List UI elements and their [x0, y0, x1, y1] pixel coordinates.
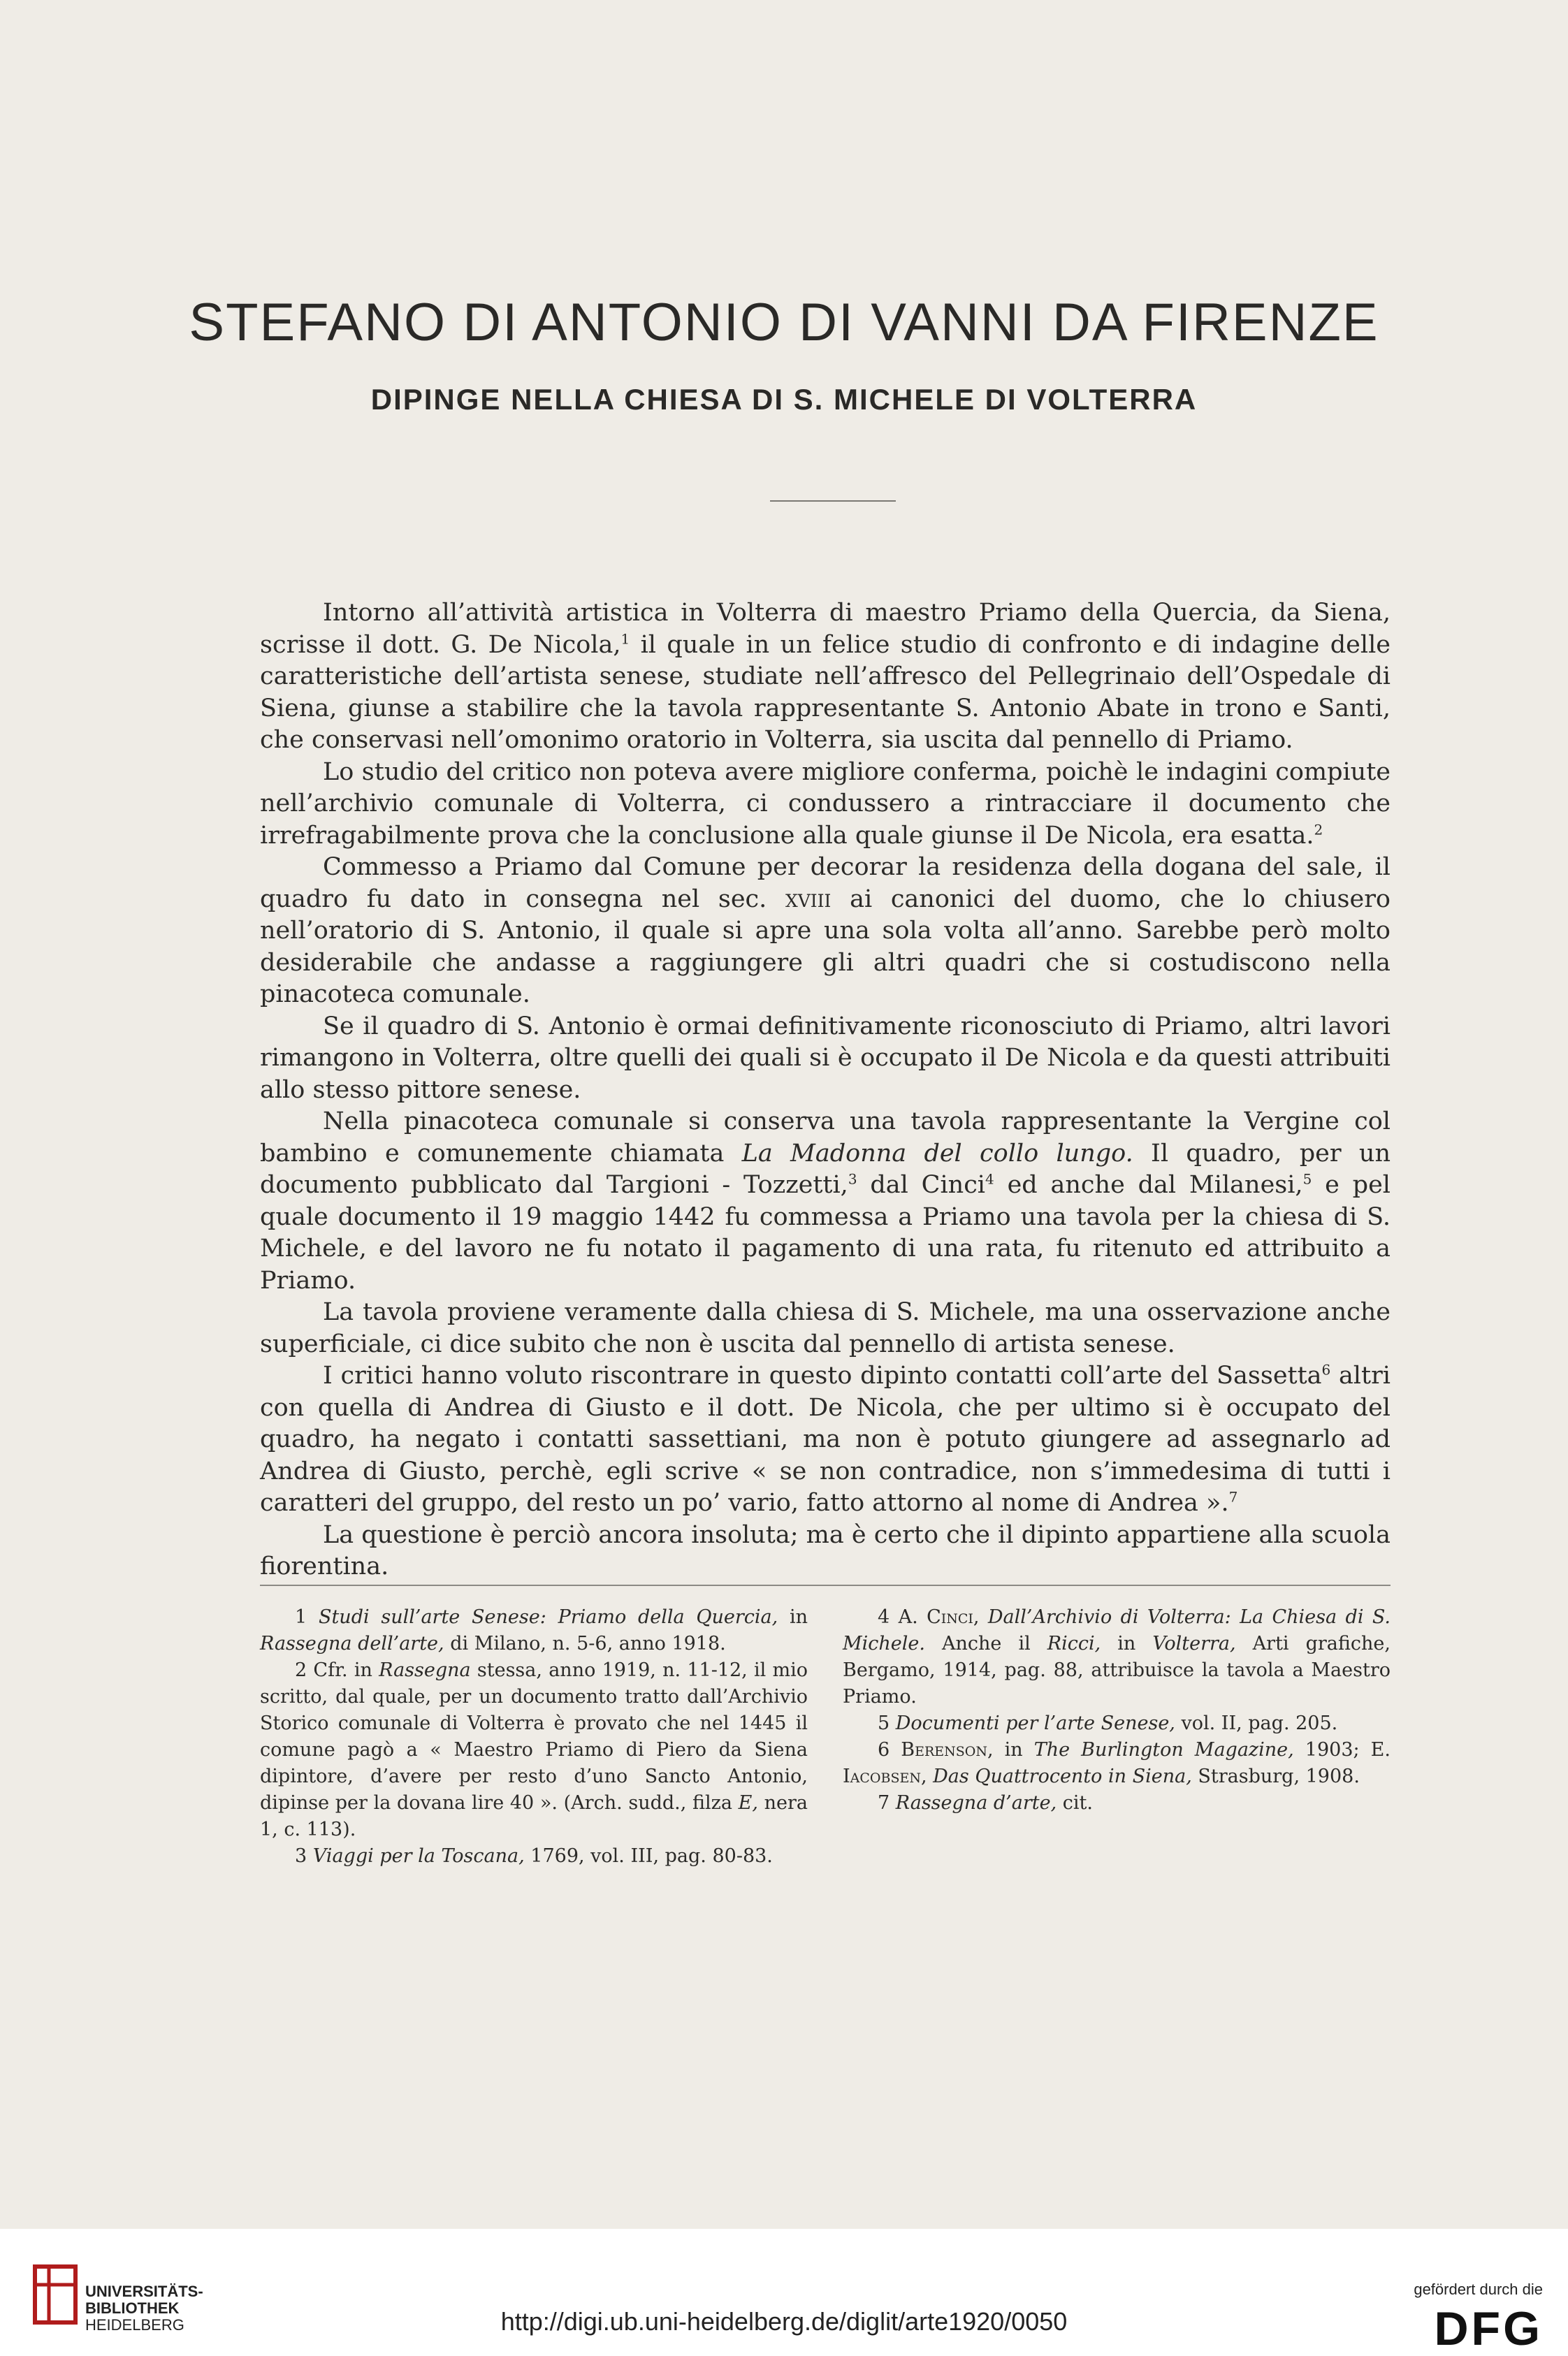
- paragraph-3: Commesso a Priamo dal Comune per decorar la residenza della dogana del sale, il quadro fu dato in consegna nel sec. xviii ai canonici del duomo, che lo chiusero nell’oratorio di S. Antonio, il quale si apre una sola volta all’anno. Sarebbe però molto desiderabile che andasse a raggiungere gli altri quadri che si costudiscono nella pinacoteca comunale.: [260, 853, 1391, 1008]
- footnote-ref-3: 3: [848, 1170, 857, 1188]
- footnotes-right-column: [843, 1604, 1391, 1817]
- century-numeral: xviii: [785, 885, 832, 913]
- paragraph-2: Lo studio del critico non poteva avere migliore conferma, poichè le indagini compiute nell’archivio comunale di Volterra, ci condussero a rintracciare il documento che irrefragabilmente prova che la conclusione alla quale giunse il De Nicola, era esatta.$^2$: [260, 757, 1391, 850]
- paragraph-6: La tavola proviene veramente dalla chiesa di S. Michele, ma una osservazione anche superficiale, ci dice subito che non è uscita dal pennello di artista senese.: [260, 1298, 1391, 1358]
- paragraph-8: La questione è perciò ancora insoluta; ma è certo che il dipinto appartiene alla scuola fiorentina.: [260, 1520, 1391, 1580]
- footnote-5: 5 Documenti per l’arte Senese, vol. II, pag. 205.: [878, 1713, 1338, 1734]
- digitization-footer: [0, 2229, 1568, 2356]
- dfg-logo: DFG: [1434, 2302, 1543, 2355]
- funding-label: gefördert durch die: [1414, 2281, 1543, 2298]
- paragraph-4: Se il quadro di S. Antonio è ormai definitivamente riconosciuto di Priamo, altri lavori rimangono in Volterra, oltre quelli dei quali si è occupato il De Nicola e da questi attribuiti allo stesso pittore senese.: [260, 1012, 1391, 1104]
- footnote-ref-7: 7: [1228, 1488, 1238, 1506]
- footnote-ref-5: 5: [1302, 1170, 1312, 1188]
- footnote-ref-4: 4: [985, 1170, 994, 1188]
- footnotes-left-column: [260, 1604, 808, 1870]
- footnote-7: 7 Rassegna d’arte, cit.: [878, 1792, 1093, 1814]
- footnote-1: 1 Studi sull’arte Senese: Priamo della Quercia, in Rassegna dell’arte, di Milano, n. 5-6, anno 1918.: [260, 1606, 808, 1655]
- article-subtitle: DIPINGE NELLA CHIESA DI S. MICHELE DI VOLTERRA: [370, 383, 1198, 416]
- footnote-ref-6: 6: [1321, 1361, 1331, 1379]
- title-divider: [770, 500, 896, 502]
- footnote-4: 4 A. Cinci, Dall’Archivio di Volterra: La Chiesa di S. Michele. Anche il Ricci, in Volterra, Arti grafiche, Bergamo, 1914, pag. 88, attribuisce la tavola a Maestro Priamo.: [843, 1606, 1391, 1708]
- library-name: UNIVERSITÄTS- BIBLIOTHEK HEIDELBERG: [85, 2283, 203, 2334]
- paragraph-1: Intorno all’attività artistica in Volterra di maestro Priamo della Quercia, da Siena, scrisse il dott. G. De Nicola,$^1$ il quale in un felice studio di confronto e di indagine delle caratteristiche dell’artista senese, studiate nell’affresco del Pellegrinaio dell’Ospedale di Siena, giunse a stabilire che la tavola rappresentante S. Antonio Abate in trono e Santi, che conservasi nell’omonimo oratorio in Volterra, sia uscita dal pennello di Priamo.: [260, 599, 1391, 754]
- article-title: STEFANO DI ANTONIO DI VANNI DA FIRENZE: [189, 293, 1379, 352]
- painting-title: La Madonna del collo lungo.: [741, 1139, 1133, 1168]
- footnote-ref-2: 2: [1314, 820, 1323, 838]
- source-url-link[interactable]: http://digi.ub.uni-heidelberg.de/diglit/arte1920/0050: [500, 2307, 1068, 2336]
- paragraph-7: I critici hanno voluto riscontrare in questo dipinto contatti coll’arte del Sassetta$^6$ altri con quella di Andrea di Giusto e il dott. De Nicola, che per ultimo si è occupato del quadro, ha negato i contatti sassettiani, ma non è potuto giungere ad assegnarlo ad Andrea di Giusto, perchè, egli scrive « se non contradice, non s’immedesima di tutti i caratteri del gruppo, del resto un po’ vario, fatto attorno al nome di Andrea ».$^7$: [260, 1361, 1391, 1517]
- footnote-3: 3 Viaggi per la Toscana, 1769, vol. III, pag. 80-83.: [295, 1845, 773, 1867]
- footnote-ref-1: 1: [620, 630, 630, 647]
- paragraph-5: Nella pinacoteca comunale si conserva una tavola rappresentante la Vergine col bambino e comunemente chiamata La Madonna del collo lungo. Il quadro, per un documento pubblicato dal Targioni - Tozzetti,$^3$ dal Cinci$^4$ ed anche dal Milanesi,$^5$ e pel quale documento il 19 maggio 1442 fu commessa a Priamo una tavola per la chiesa di S. Michele, e del lavoro ne fu notato il pagamento di una rata, fu ritenuto ed attribuito a Priamo.: [260, 1107, 1391, 1295]
- footnote-divider: [260, 1585, 1391, 1586]
- article-body: [260, 597, 1391, 1583]
- footnote-6: 6 Berenson, in The Burlington Magazine, 1903; E. Iacobsen, Das Quattrocento in Siena, Strasburg, 1908.: [843, 1739, 1391, 1787]
- footnote-2: 2 Cfr. in Rassegna stessa, anno 1919, n. 11-12, il mio scritto, dal quale, per un documento tratto dall’Archivio Storico comunale di Volterra è provato che nel 1445 il comune pagò a « Maestro Priamo di Piero da Siena dipintore, d’avere per resto d’uno Sancto Antonio, dipinse per la dovana lire 40 ». (Arch. sudd., filza E, nera 1, c. 113).: [260, 1659, 808, 1840]
